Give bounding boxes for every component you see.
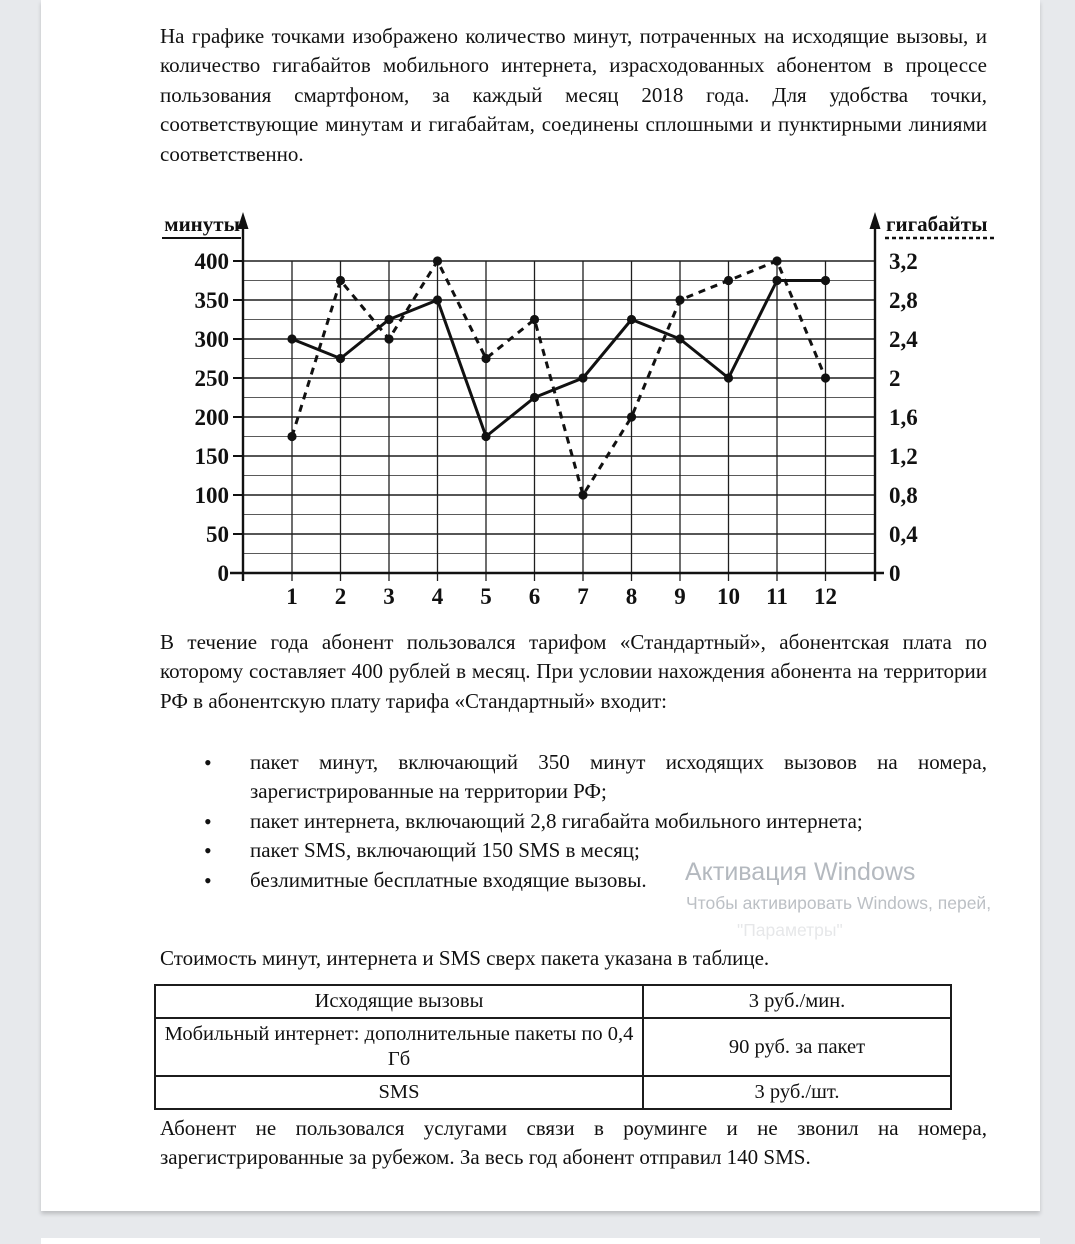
minutes-data-point — [336, 354, 345, 363]
x-axis-month-label: 6 — [528, 584, 541, 609]
x-axis-month-label: 2 — [334, 584, 347, 609]
x-axis-month-label: 5 — [480, 584, 492, 609]
gigabytes-data-point — [336, 276, 345, 285]
minutes-data-point — [287, 334, 296, 343]
y-axis-right-tick-label: 2 — [889, 366, 901, 391]
windows-activation-watermark-settings: "Параметры" — [737, 920, 843, 940]
y-axis-right-tick-label: 0,4 — [889, 522, 918, 547]
pricing-cost-cell: 90 руб. за пакет — [643, 1018, 951, 1076]
y-axis-left-tick-label: 200 — [194, 405, 229, 430]
y-axis-left-tick-label: 300 — [194, 327, 229, 352]
y-axis-right-tick-label: 1,2 — [889, 444, 918, 469]
gigabytes-data-point — [384, 334, 393, 343]
bullet-internet-package: • пакет интернета, включающий 2,8 гигабайта мобильного интернета; — [160, 807, 987, 836]
y-axis-left-tick-label: 400 — [194, 249, 229, 274]
bullet-incoming-calls: • безлимитные бесплатные входящие вызовы. — [160, 866, 987, 895]
windows-activation-watermark-subtitle: Чтобы активировать Windows, перей, — [686, 893, 992, 913]
y-axis-right-tick-label: 0 — [889, 561, 901, 586]
right-axis-title: гигабайты — [886, 212, 988, 236]
gigabytes-data-point — [724, 276, 733, 285]
next-page-edge — [41, 1238, 1040, 1244]
y-axis-left-tick-label: 100 — [194, 483, 229, 508]
minutes-data-point — [384, 315, 393, 324]
x-axis-month-label: 9 — [674, 584, 686, 609]
intro-paragraph: На графике точками изображено количество минут, потраченных на исходящие вызовы, и количество гигабайтов мобильного интернета, израсходованных абонентом в процессе пользования смартфоном, за каждый месяц 2018 года. Для удобства точки, соответствующие минутам и гигабайтам, соединены сплошными и пунктирными линиями соответственно. — [160, 24, 987, 166]
tariff-paragraph: В течение года абонент пользовался тарифом «Стандартный», абонентская плата по которому составляет 400 рублей в месяц. При условии нахождения абонента на территории РФ в абонентскую плату тарифа «Стандартный» входит: — [160, 630, 987, 713]
gigabytes-data-point — [821, 373, 830, 382]
minutes-data-point — [627, 315, 636, 324]
gigabytes-data-point — [627, 412, 636, 421]
y-axis-right-arrow — [870, 212, 881, 229]
pricing-service-cell: Мобильный интернет: дополнительные пакеты по 0,4 Гб — [155, 1018, 643, 1076]
gigabytes-data-point — [772, 256, 781, 265]
bullet-sms-package: • пакет SMS, включающий 150 SMS в месяц; — [160, 836, 987, 865]
pricing-table-body — [155, 985, 951, 1109]
y-axis-left-tick-label: 150 — [194, 444, 229, 469]
pricing-cost-cell: 3 руб./мин. — [643, 985, 951, 1018]
closing-paragraph: Абонент не пользовался услугами связи в роуминге и не звонил на номера, зарегистрированные за рубежом. За весь год абонент отправил 140 SMS. — [160, 1116, 987, 1170]
table-caption: Стоимость минут, интернета и SMS сверх пакета указана в таблице. — [160, 946, 770, 970]
usage-chart-svg — [140, 205, 1020, 617]
y-axis-left-tick-label: 350 — [194, 288, 229, 313]
usage-chart — [140, 205, 1020, 617]
pricing-service-cell: SMS — [155, 1076, 643, 1109]
x-axis-month-label: 3 — [383, 584, 395, 609]
minutes-data-point — [821, 276, 830, 285]
x-axis-month-label: 4 — [431, 584, 444, 609]
pricing-cost-cell: 3 руб./шт. — [643, 1076, 951, 1109]
y-axis-right-tick-label: 2,4 — [889, 327, 918, 352]
minutes-data-point — [724, 373, 733, 382]
y-axis-right-tick-label: 2,8 — [889, 288, 918, 313]
document-page — [41, 0, 1040, 1211]
x-axis-month-label: 12 — [814, 584, 837, 609]
gigabytes-data-point — [578, 490, 587, 499]
minutes-data-point — [675, 334, 684, 343]
pricing-table-row — [155, 1076, 951, 1109]
x-axis-month-label: 7 — [577, 584, 589, 609]
left-axis-title: минуты — [164, 212, 240, 236]
pricing-table-row — [155, 985, 951, 1018]
pricing-table-row — [155, 1018, 951, 1076]
gigabytes-data-point — [530, 315, 539, 324]
gigabytes-data-point — [481, 354, 490, 363]
y-axis-right-tick-label: 3,2 — [889, 249, 918, 274]
y-axis-right-tick-label: 0,8 — [889, 483, 918, 508]
minutes-data-point — [433, 295, 442, 304]
x-axis-month-label: 11 — [766, 584, 788, 609]
y-axis-left-tick-label: 250 — [194, 366, 229, 391]
minutes-data-point — [772, 276, 781, 285]
x-axis-month-label: 8 — [625, 584, 638, 609]
minutes-data-point — [578, 373, 587, 382]
x-axis-month-label: 1 — [286, 584, 298, 609]
minutes-data-point — [530, 393, 539, 402]
minutes-data-point — [481, 432, 490, 441]
y-axis-right-tick-label: 1,6 — [889, 405, 918, 430]
windows-activation-watermark-title: Активация Windows — [685, 858, 916, 886]
y-axis-left-tick-label: 0 — [217, 561, 229, 586]
pricing-table — [154, 984, 952, 1110]
y-axis-left-tick-label: 50 — [206, 522, 229, 547]
gigabytes-data-point — [287, 432, 296, 441]
x-axis-month-label: 10 — [717, 584, 740, 609]
gigabytes-data-point — [675, 295, 684, 304]
gigabytes-data-point — [433, 256, 442, 265]
bullet-minutes-package: • пакет минут, включающий 350 минут исходящих вызовов на номера, зарегистрированные на территории РФ; — [160, 748, 987, 807]
pricing-service-cell: Исходящие вызовы — [155, 985, 643, 1018]
